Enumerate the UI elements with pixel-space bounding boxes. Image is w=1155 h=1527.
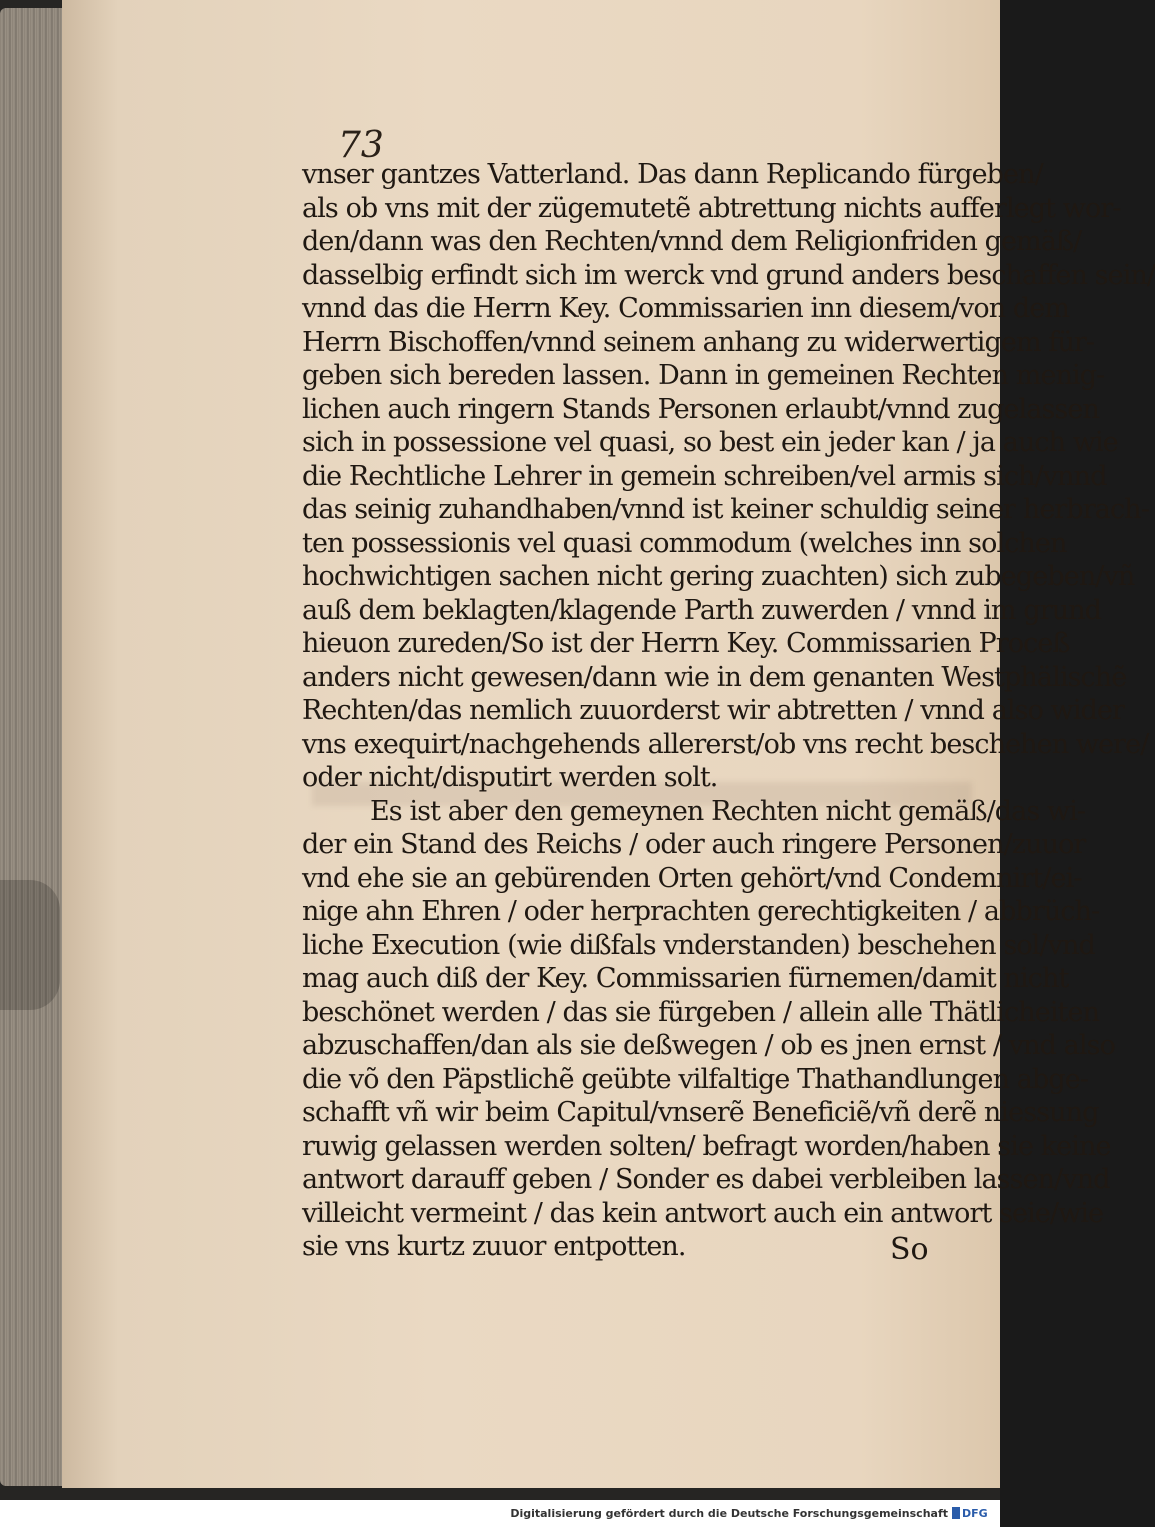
text-line: vnser gantzes Vatterland. Das dann Replicando fürgeben/ xyxy=(302,159,1043,190)
book-clasp-shadow xyxy=(0,880,60,1010)
text-line: hieuon zureden/So ist der Herrn Key. Commissarien Proceß xyxy=(302,628,1070,659)
dfg-logo-text: DFG xyxy=(962,1506,988,1520)
text-line: Es ist aber den gemeynen Rechten nicht gemäß/das wi- xyxy=(370,795,1086,827)
text-line: das seinig zuhandhaben/vnnd ist keiner schuldig seiner herbrach- xyxy=(302,494,1149,525)
text-line: mag auch diß der Key. Commissarien fürnemen/damit nicht xyxy=(302,963,1069,994)
text-line: antwort darauff geben / Sonder es dabei verbleiben lassen/vnd xyxy=(302,1164,1110,1195)
text-line: liche Execution (wie dißfals vnderstanden) beschehen sol/vnd xyxy=(302,929,1095,961)
text-line: geben sich bereden lassen. Dann in gemeinen Rechten menig- xyxy=(302,360,1105,391)
text-line: vnnd das die Herrn Key. Commissarien inn diesem/von dem xyxy=(302,293,1070,324)
text-line: sich in possessione vel quasi, so best ein jeder kan / ja auch wie xyxy=(302,427,1118,458)
text-line: auß dem beklagten/klagende Parth zuwerden / vnnd im grund xyxy=(302,594,1102,626)
text-line: sie vns kurtz zuuor entpotten. xyxy=(302,1231,686,1262)
text-line: abzuschaffen/dan als sie deßwegen / ob es jnen ernst / vnd also xyxy=(302,1030,1115,1061)
footer-bar xyxy=(0,1500,1000,1527)
page-number: 73 xyxy=(338,125,384,166)
text-line: hochwichtigen sachen nicht gering zuachten) sich zubegeben/vñ xyxy=(302,561,1135,592)
text-line: die Rechtliche Lehrer in gemein schreiben/vel armis sich/vnnd xyxy=(302,460,1107,492)
text-line: ten possessionis vel quasi commodum (welches inn solchen xyxy=(302,527,1067,559)
text-line: vns exequirt/nachgehends allererst/ob vns recht beschehen were/ xyxy=(302,728,1149,760)
catchword: So xyxy=(890,1232,929,1267)
dfg-logo xyxy=(952,1505,992,1521)
text-line: Herrn Bischoffen/vnnd seinem anhang zu widerwertigem für- xyxy=(302,326,1095,358)
text-line: ruwig gelassen werden solten/ befragt worden/haben sie keine xyxy=(302,1130,1111,1162)
text-line: beschönet werden / das sie fürgeben / allein alle Thätlicheiten xyxy=(302,996,1100,1028)
text-line: lichen auch ringern Stands Personen erlaubt/vnnd zugelassen xyxy=(302,393,1099,425)
text-line: dasselbig erfindt sich im werck vnd grund anders beschaffen sein/ xyxy=(302,259,1155,291)
book-fore-edge xyxy=(0,8,62,1486)
text-line: villeicht vermeint / das kein antwort auch ein antwort seie/wie xyxy=(302,1197,1104,1229)
text-line: den/dann was den Rechten/vnnd dem Religionfriden gemäß/ xyxy=(302,226,1082,257)
text-line: der ein Stand des Reichs / oder auch ringere Personen/zuuor xyxy=(302,829,1086,860)
text-line: nige ahn Ehren / oder herprachten gerechtigkeiten / abbrüch- xyxy=(302,896,1100,927)
text-line: als ob vns mit der zügemutetẽ abtrettung nichts aufferlegt wor- xyxy=(302,192,1121,224)
text-line: vnd ehe sie an gebürenden Orten gehört/vnd Condemnirt/ei- xyxy=(302,862,1082,894)
text-line: Rechten/das nemlich zuuorderst wir abtretten / vnnd also wider xyxy=(302,695,1125,726)
text-line: schafft vñ wir beim Capitul/vnserẽ Beneficiẽ/vñ derẽ niessung xyxy=(302,1097,1099,1128)
text-line: anders nicht gewesen/dann wie in dem genanten Westphälischẽ xyxy=(302,661,1127,693)
text-line: die võ den Päpstlichẽ geübte vilfaltige Thathandlungen abge- xyxy=(302,1063,1089,1095)
funding-credit: Digitalisierung gefördert durch die Deutsche Forschungsgemeinschaft xyxy=(510,1507,948,1520)
dfg-logo-mark-icon xyxy=(952,1507,960,1519)
text-line: oder nicht/disputirt werden solt. xyxy=(302,762,718,793)
text-block xyxy=(302,158,1155,1264)
